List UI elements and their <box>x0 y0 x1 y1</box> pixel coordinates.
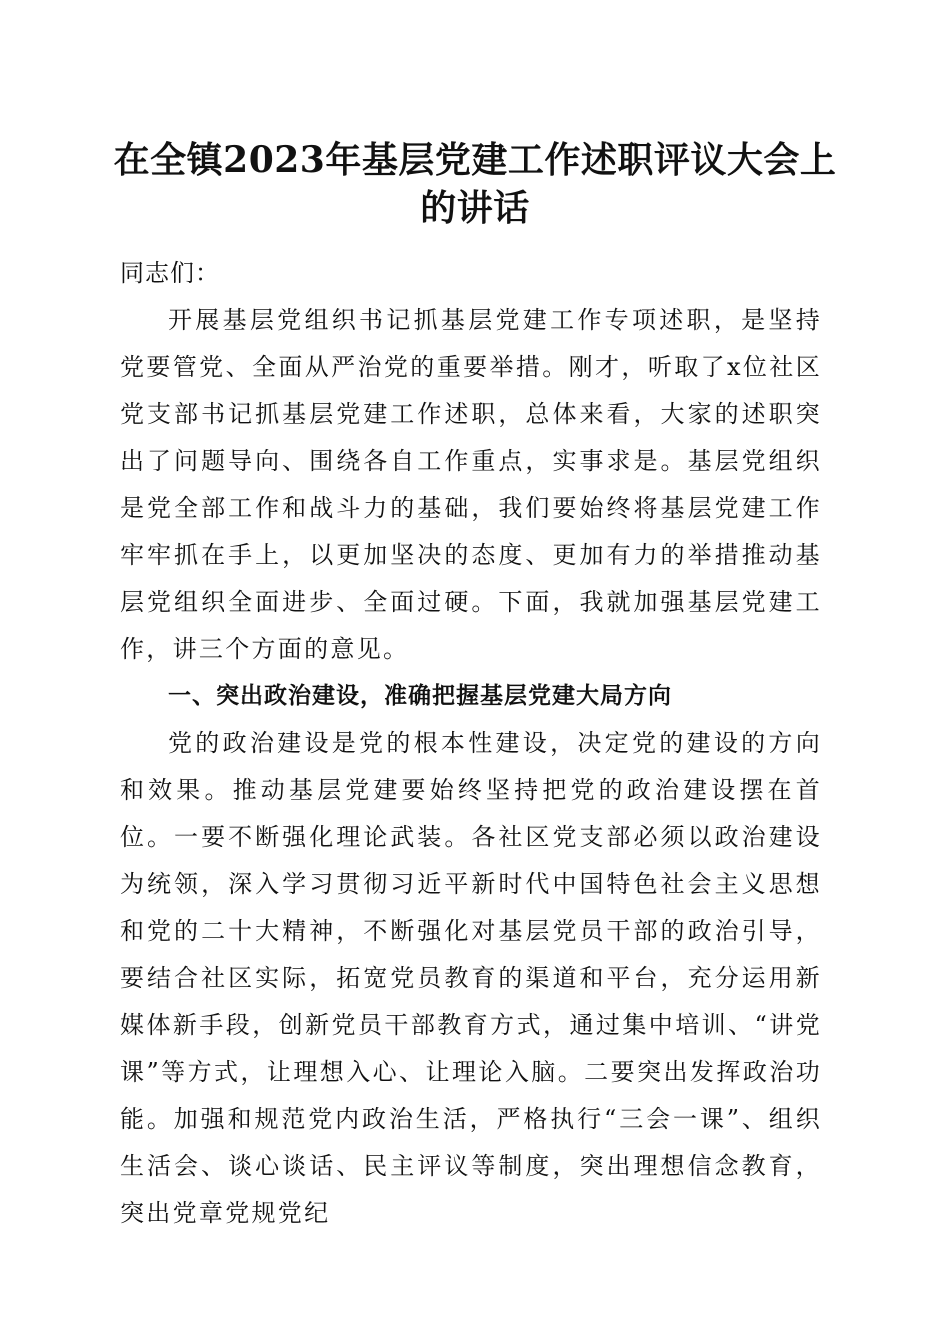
title-line-1: 在全镇2023年基层党建工作述职评议大会上 <box>113 139 837 181</box>
salutation: 同志们： <box>120 259 220 287</box>
section-heading-1: 一、突出政治建设，准确把握基层党建大局方向 <box>168 683 672 709</box>
paragraph-intro: 开展基层党组织书记抓基层党建工作专项述职，是坚持党要管党、全面从严治党的重要举措。刚才，听取了x位社区党支部书记抓基层党建工作述职，总体来看，大家的述职突出了问题导向、围绕各自工作重点，实事求是。基层党组织是党全部工作和战斗力的基础，我们要始终将基层党建工作牢牢抓在手上，以更加坚决的态度、更加有力的举措推动基层党组织全面进步、全面过硬。下面，我就加强基层党建工作，讲三个方面的意见。 <box>120 306 822 663</box>
paragraph-political-building: 党的政治建设是党的根本性建设，决定党的建设的方向和效果。推动基层党建要始终坚持把党的政治建设摆在首位。一要不断强化理论武装。各社区党支部必须以政治建设为统领，深入学习贯彻习近平新时代中国特色社会主义思想和党的二十大精神，不断强化对基层党员干部的政治引导，要结合社区实际，拓宽党员教育的渠道和平台，充分运用新媒体新手段，创新党员干部教育方式，通过集中培训、“讲党课”等方式，让理想入心、让理论入脑。二要突出发挥政治功能。加强和规范党内政治生活，严格执行“三会一课”、组织生活会、谈心谈话、民主评议等制度，突出理想信念教育，突出党章党规党纪 <box>120 729 822 1227</box>
title-line-2: 的讲话 <box>420 187 530 229</box>
document-body <box>120 250 822 1237</box>
document-title <box>110 136 840 232</box>
